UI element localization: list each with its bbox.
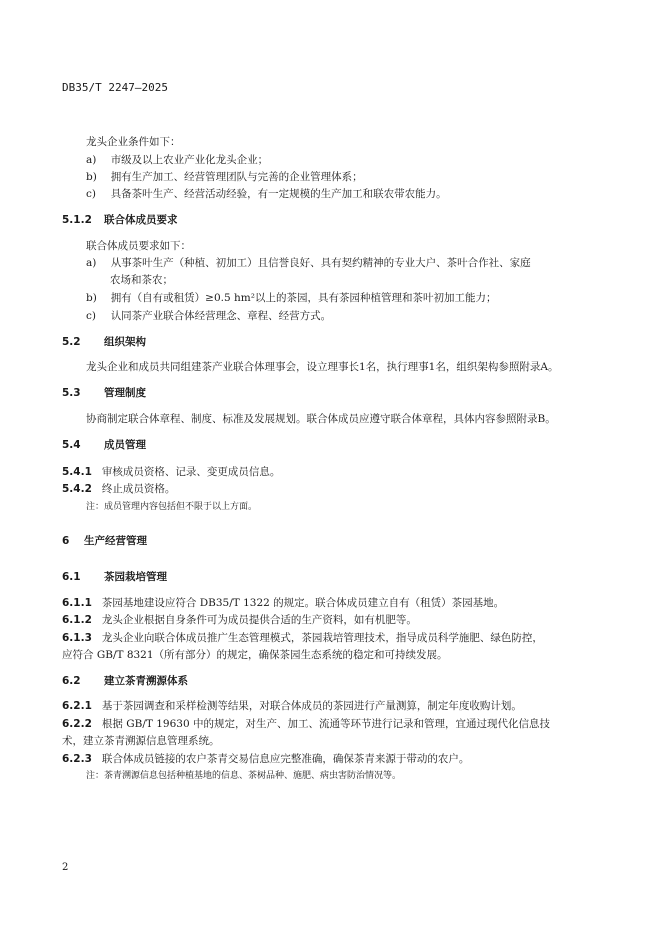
clause-continuation: 应符合 GB/T 8321（所有部分）的规定，确保茶园生态系统的稳定和可持续发展。 bbox=[62, 649, 448, 661]
list-item: c) 认同茶产业联合体经营理念、章程、经营方式。 bbox=[86, 310, 332, 322]
paragraph: 协商制定联合体章程、制度、标准及发展规划。联合体成员应遵守联合体章程，具体内容参照附录B。 bbox=[86, 413, 556, 425]
chapter-heading-6: 6 生产经营管理 bbox=[62, 535, 147, 547]
clause-6-1-3: 6.1.3 龙头企业向联合体成员推广生态管理模式，茶园栽培管理技术，指导成员科学施肥、绿色防控， bbox=[62, 632, 543, 644]
section-heading-5-2: 5.2 组织架构 bbox=[62, 336, 146, 348]
section-heading-5-4: 5.4 成员管理 bbox=[62, 439, 146, 451]
paragraph-intro: 联合体成员要求如下： bbox=[86, 240, 191, 252]
clause-5-4-2: 5.4.2 终止成员资格。 bbox=[62, 483, 176, 495]
note: 注：茶青溯源信息包括种植基地的信息、茶树品种、施肥、病虫害防治情况等。 bbox=[86, 771, 402, 781]
page-number: 2 bbox=[62, 862, 69, 873]
clause-6-2-1: 6.2.1 基于茶园调查和采样检测等结果，对联合体成员的茶园进行产量测算，制定年度收购计划。 bbox=[62, 700, 522, 712]
clause-5-4-1: 5.4.1 审核成员资格、记录、变更成员信息。 bbox=[62, 466, 281, 478]
list-item: a) 从事茶叶生产（种植、初加工）且信誉良好、具有契约精神的专业大户、茶叶合作社、家庭 bbox=[86, 257, 531, 269]
clause-6-1-1: 6.1.1 茶园基地建设应符合 DB35/T 1322 的规定。联合体成员建立自有（租赁）茶园基地。 bbox=[62, 597, 505, 609]
clause-6-2-2: 6.2.2 根据 GB/T 19630 中的规定，对生产、加工、流通等环节进行记录和管理，宜通过现代化信息技 bbox=[62, 718, 550, 730]
list-item: a) 市级及以上农业产业化龙头企业； bbox=[86, 154, 269, 166]
section-heading-5-3: 5.3 管理制度 bbox=[62, 387, 146, 399]
clause-continuation: 术，建立茶青溯源信息管理系统。 bbox=[62, 735, 220, 747]
list-item-continuation: 农场和茶农； bbox=[110, 274, 173, 286]
list-item: b) 拥有生产加工、经营管理团队与完善的企业管理体系； bbox=[86, 171, 363, 183]
list-item: b) 拥有（自有或租赁）≥0.5 hm²以上的茶园，具有茶园种植管理和茶叶初加工能力； bbox=[86, 292, 497, 304]
clause-6-2-3: 6.2.3 联合体成员链接的农户茶青交易信息应完整准确，确保茶青来源于带动的农户。 bbox=[62, 753, 470, 765]
note: 注：成员管理内容包括但不限于以上方面。 bbox=[86, 502, 258, 512]
clause-6-1-2: 6.1.2 龙头企业根据自身条件可为成员提供合适的生产资料，如有机肥等。 bbox=[62, 614, 417, 626]
section-heading-6-1: 6.1 茶园栽培管理 bbox=[62, 571, 167, 583]
section-heading-5-1-2: 5.1.2 联合体成员要求 bbox=[62, 214, 178, 226]
paragraph: 龙头企业和成员共同组建茶产业联合体理事会，设立理事长1名，执行理事1名，组织架构参照附录A。 bbox=[86, 361, 559, 373]
document-id: DB35/T 2247—2025 bbox=[62, 81, 168, 94]
paragraph-intro: 龙头企业条件如下： bbox=[86, 136, 181, 148]
list-item: c) 具备茶叶生产、经营活动经验，有一定规模的生产加工和联农带农能力。 bbox=[86, 188, 447, 200]
section-heading-6-2: 6.2 建立茶青溯源体系 bbox=[62, 675, 188, 687]
